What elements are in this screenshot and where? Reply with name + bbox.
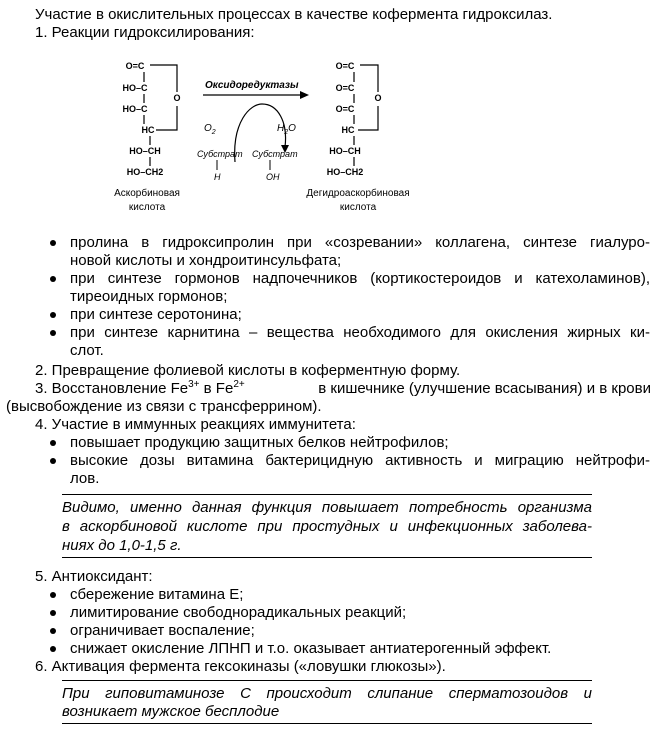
item-1-heading: 1. Реакции гидроксилирования: [35,24,255,41]
right-struct-line-2: O=C [335,83,355,93]
bullet-dot [50,628,56,634]
ascorbic-acid-name-2: кислота [128,202,166,213]
item-6-text: 6. Активация фермента гексокиназы («ловушки глюкозы»). [35,658,446,675]
item-3-fe-part-2: в кишечнике (улучшение всасывания) и в крови [318,380,651,397]
note-2-line-2: возникает мужское бесплодие [62,703,280,720]
item-3-line-1 [35,380,651,398]
enzyme-label: Оксидоредуктазы [205,80,299,91]
h2o-o: O [288,123,296,134]
bullet-dot [50,646,56,652]
bullet-dot [50,592,56,598]
bullet-dot [50,458,56,464]
item-3-fe-part-1: 3. Восстановление $Fe^{3+}$ в $Fe^{2+}$ [35,379,245,397]
left-struct-line-4: HC [141,125,155,135]
bullet-ldl: снижает окисление ЛПНП и т.о. оказывает антиатерогенный эффект. [70,640,552,657]
bullet-dot [50,276,56,282]
bullet-proline-line-2: новой кислоты и хондроитинсульфата; [70,252,342,269]
dehydroascorbic-acid-name-2: кислота [339,202,377,213]
left-ring-oxygen: O [173,93,181,103]
bullet-proline-line-1: пролина в гидроксипролин при «созревании» коллагена, синтезе гиалуро- [70,234,650,251]
bullet-hormones-line-1: при синтезе гормонов надпочечников (кортикостероидов и катехоламинов), [70,270,650,287]
note-1-line-1: Видимо, именно данная функция повышает потребность организма [62,499,592,516]
bullet-dot [50,440,56,446]
bullet-dot [50,312,56,318]
left-struct-line-3: HO–C [122,104,148,114]
bullet-serotonin: при синтезе серотонина; [70,306,242,323]
bullet-free-radical: лимитирование свободнорадикальных реакций; [70,604,407,621]
h2o-h: H [277,123,285,134]
svg-text:H2O [277,123,296,136]
bullet-dot [50,330,56,336]
bullet-dot [50,610,56,616]
o2-subscript: 2 [211,129,216,136]
bullet-carnitine-line-1: при синтезе карнитина – вещества необходимого для окисления жирных ки- [70,324,650,341]
bullet-carnitine-line-2: слот. [70,342,104,359]
substrate-h-label: H [214,172,221,182]
right-ring-oxygen: O [374,93,382,103]
bullet-inflammation: ограничивает воспаление; [70,622,255,639]
item-5-heading: 5. Антиоксидант: [35,568,153,585]
item-4-heading: 4. Участие в иммунных реакциях иммунитета: [35,416,356,433]
note-box-infertility [62,680,592,724]
right-struct-line-3: O=C [335,104,355,114]
right-struct-line-6: HO–CH2 [326,167,364,177]
right-struct-line-4: HC [341,125,355,135]
intro-text: Участие в окислительных процессах в качестве кофермента гидроксилаз. [35,6,553,23]
bullet-vitamin-e: сбережение витамина Е; [70,586,244,603]
bullet-high-doses-line-2: лов. [70,470,100,487]
substrate-right-label: Субстрат [252,149,298,159]
hydroxylation-diagram [100,52,440,217]
svg-text:O2 [204,123,216,136]
note-2-line-1: При гиповитаминозе С происходит слипание сперматозоидов и [62,685,592,702]
bullet-dot [50,240,56,246]
bullet-high-doses-line-1: высокие дозы витамина бактерицидную активность и миграцию нейтрофи- [70,452,650,469]
right-struct-line-5: HO–CH [329,146,361,156]
left-struct-line-6: HO–CH2 [126,167,164,177]
o2-label: O [204,123,212,134]
note-1-line-3: ниях до 1,0-1,5 г. [62,537,182,554]
substrate-left-label: Субстрат [197,149,243,159]
bullet-hormones-line-2: тиреоидных гормонов; [70,288,228,305]
bullet-neutrophil-proteins: повышает продукцию защитных белков нейтрофилов; [70,434,449,451]
left-struct-line-2: HO–C [122,83,148,93]
ascorbic-acid-name-1: Аскорбиновая [114,188,180,199]
dehydroascorbic-acid-name-1: Дегидроаскорбиновая [306,188,410,199]
note-box-immunity [62,494,592,558]
left-struct-line-1: O=C [125,61,145,71]
note-1-line-2: в аскорбиновой кислоте при простудных и инфекционных заболева- [62,518,592,535]
item-2-text: 2. Превращение фолиевой кислоты в коферментную форму. [35,362,461,379]
left-struct-line-5: HO–CH [129,146,161,156]
substrate-oh-label: OH [266,172,280,182]
item-3-line-2: (высвобождение из связи с трансферрином). [6,398,322,415]
right-struct-line-1: O=C [335,61,355,71]
h2o-subscript: 2 [284,129,289,136]
